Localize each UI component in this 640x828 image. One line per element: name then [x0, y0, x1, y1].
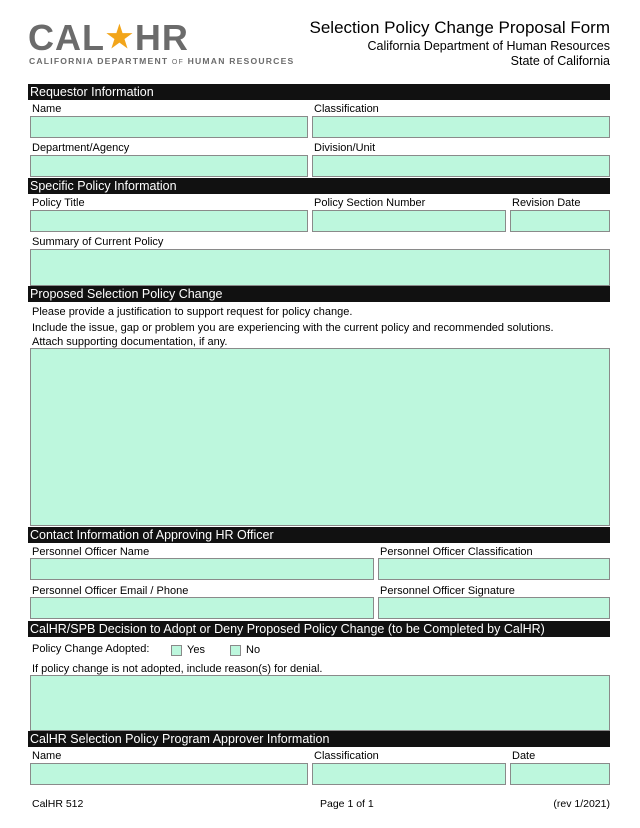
officer-classification-field[interactable]	[378, 558, 610, 580]
officer-email-phone-field[interactable]	[30, 597, 374, 619]
officer-name-field[interactable]	[30, 558, 374, 580]
department-agency-label: Department/Agency	[32, 142, 130, 154]
approver-name-field[interactable]	[30, 763, 308, 785]
summary-current-policy-label: Summary of Current Policy	[32, 236, 164, 248]
division-unit-label: Division/Unit	[314, 142, 376, 154]
approver-date-label: Date	[512, 750, 536, 762]
denial-reason-label: If policy change is not adopted, include reason(s) for denial.	[32, 663, 323, 675]
policy-title-label: Policy Title	[32, 197, 85, 209]
officer-email-phone-label: Personnel Officer Email / Phone	[32, 585, 189, 597]
yes-checkbox[interactable]	[171, 645, 182, 656]
no-checkbox[interactable]	[230, 645, 241, 656]
page-number: Page 1 of 1	[320, 798, 374, 810]
approver-date-field[interactable]	[510, 763, 610, 785]
officer-classification-label: Personnel Officer Classification	[380, 546, 533, 558]
logo-text-cal: CAL	[28, 17, 105, 58]
section-proposed-change: Proposed Selection Policy Change	[28, 286, 610, 302]
policy-title-field[interactable]	[30, 210, 308, 232]
proposed-change-field[interactable]	[30, 348, 610, 526]
yes-label: Yes	[187, 644, 205, 656]
officer-signature-field[interactable]	[378, 597, 610, 619]
requestor-name-field[interactable]	[30, 116, 308, 138]
proposed-instruction-2: Include the issue, gap or problem you are experiencing with the current policy and recommended solutions.	[32, 322, 554, 334]
division-unit-field[interactable]	[312, 155, 610, 177]
logo-wordmark	[28, 18, 189, 58]
section-approver-info: CalHR Selection Policy Program Approver Information	[28, 731, 610, 747]
logo-sub-b: HUMAN RESOURCES	[187, 56, 295, 66]
form-id: CalHR 512	[32, 798, 84, 810]
proposed-instruction-3: Attach supporting documentation, if any.	[32, 336, 228, 348]
department-name: California Department of Human Resources	[367, 39, 610, 53]
approver-name-label: Name	[32, 750, 62, 762]
officer-name-label: Personnel Officer Name	[32, 546, 150, 558]
requestor-classification-field[interactable]	[312, 116, 610, 138]
logo-subtitle	[29, 56, 294, 66]
section-requestor-info: Requestor Information	[28, 84, 610, 100]
logo-text-hr: HR	[134, 17, 189, 58]
logo-sub-a: CALIFORNIA DEPARTMENT	[29, 56, 169, 66]
policy-section-number-field[interactable]	[312, 210, 506, 232]
revision-date-label: Revision Date	[512, 197, 581, 209]
proposed-instruction-1: Please provide a justification to support request for policy change.	[32, 306, 353, 318]
calhr-logo	[28, 17, 295, 70]
section-policy-info: Specific Policy Information	[28, 178, 610, 194]
revision-date-field[interactable]	[510, 210, 610, 232]
policy-section-number-label: Policy Section Number	[314, 197, 426, 209]
requestor-classification-label: Classification	[314, 103, 379, 115]
revision-note: (rev 1/2021)	[553, 798, 610, 810]
state-name: State of California	[510, 54, 610, 68]
requestor-name-label: Name	[32, 103, 62, 115]
approver-classification-label: Classification	[314, 750, 379, 762]
department-agency-field[interactable]	[30, 155, 308, 177]
officer-signature-label: Personnel Officer Signature	[380, 585, 515, 597]
star-icon: ★	[106, 21, 134, 54]
logo-sub-of: OF	[171, 59, 185, 66]
section-contact-info: Contact Information of Approving HR Officer	[28, 527, 610, 543]
policy-change-adopted-label: Policy Change Adopted:	[32, 643, 150, 655]
section-decision: CalHR/SPB Decision to Adopt or Deny Proposed Policy Change (to be Completed by CalHR)	[28, 621, 610, 637]
denial-reason-field[interactable]	[30, 675, 610, 731]
form-title: Selection Policy Change Proposal Form	[309, 18, 610, 37]
summary-current-policy-field[interactable]	[30, 249, 610, 286]
approver-classification-field[interactable]	[312, 763, 506, 785]
no-label: No	[246, 644, 261, 656]
